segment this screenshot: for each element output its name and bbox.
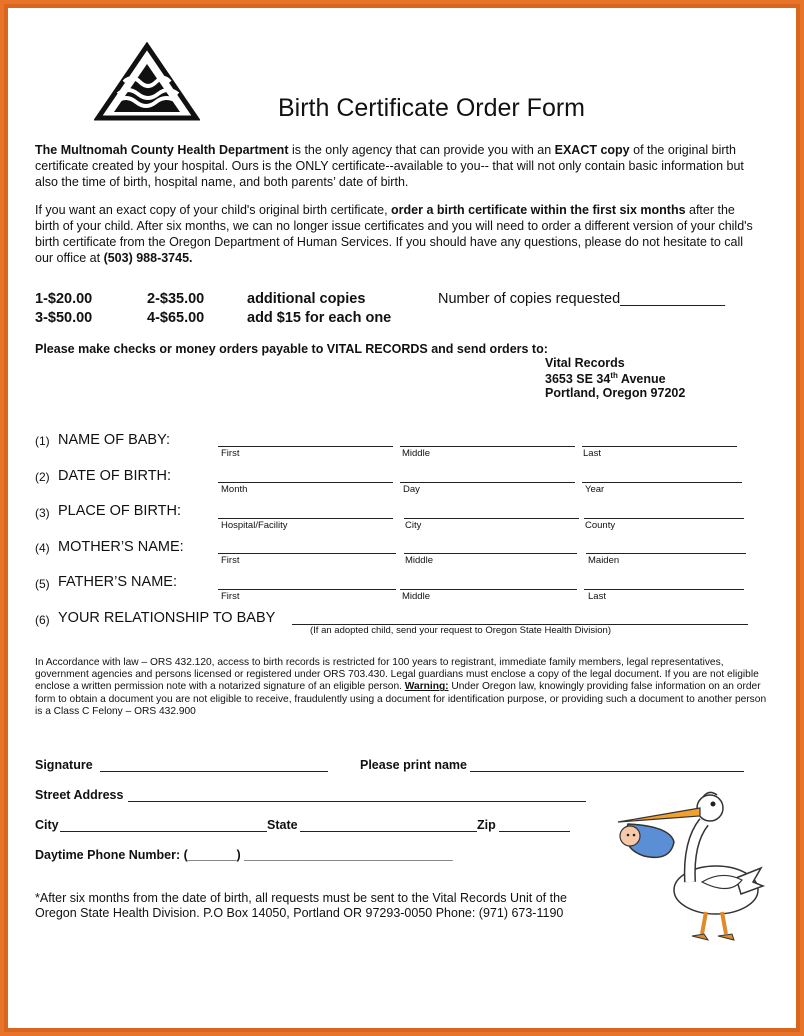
sub-label: City: [405, 520, 422, 531]
state-label: State: [267, 818, 298, 832]
stork-illustration: [606, 778, 766, 948]
date-of-birth-label: DATE OF BIRTH:: [58, 468, 172, 484]
mothers-name-label: MOTHER’S NAME:: [58, 539, 184, 555]
baby-first-name-field[interactable]: [218, 446, 393, 447]
price-4: 4-$65.00: [147, 310, 205, 326]
copies-requested[interactable]: [438, 291, 725, 307]
warning-label: Warning:: [404, 681, 449, 693]
sub-label: First: [221, 448, 240, 459]
copies-label: Number of copies requested: [438, 291, 621, 307]
sub-label: Hospital/Facility: [221, 520, 288, 531]
zip-label: Zip: [477, 818, 496, 832]
ordinal-suffix: th: [610, 371, 618, 380]
six-months-text: order a birth certificate within the first six months: [391, 203, 686, 217]
sub-label: First: [221, 555, 240, 566]
intro-paragraph: [35, 142, 755, 190]
street-address-field[interactable]: [128, 801, 586, 802]
sub-label: Last: [588, 591, 606, 602]
intro-text-2: of the original birth certificate created by your hospital. Ours is the ONLY certificate--available to you-- that will not only contain basic information but also the time of birth, hospital name, and both parents’ date of birth.: [35, 143, 744, 189]
place-of-birth-label: PLACE OF BIRTH:: [58, 503, 182, 519]
signature-field[interactable]: [100, 771, 328, 772]
price-3: 3-$50.00: [35, 310, 93, 326]
legal-notice: [35, 657, 770, 718]
copies-blank[interactable]: _____________: [620, 291, 725, 307]
birth-day-field[interactable]: [400, 482, 575, 483]
mother-middle-name-field[interactable]: [404, 553, 577, 554]
footer-line-1: *After six months from the date of birth, all requests must be sent to the Vital Records Unit of the: [35, 891, 567, 905]
office-phone: (503) 988-3745.: [103, 251, 193, 265]
fathers-name-label: FATHER’S NAME:: [58, 574, 177, 590]
father-last-name-field[interactable]: [584, 589, 744, 590]
payable-instruction: Please make checks or money orders payable to VITAL RECORDS and send orders to:: [35, 342, 548, 356]
info-paragraph: [35, 202, 755, 266]
birth-year-field[interactable]: [582, 482, 742, 483]
city-label: City: [35, 818, 59, 832]
baby-last-name-field[interactable]: [582, 446, 737, 447]
print-name-field[interactable]: [470, 771, 744, 772]
additional-copies: additional copies: [247, 291, 366, 307]
name-of-baby-label: NAME OF BABY:: [58, 432, 170, 448]
mother-maiden-name-field[interactable]: [586, 553, 746, 554]
birth-month-field[interactable]: [218, 482, 393, 483]
exact-copy-text: EXACT copy: [554, 143, 630, 157]
address-line3: Portland, Oregon 97202: [545, 386, 686, 400]
daytime-phone-label[interactable]: Daytime Phone Number: (_______) ______________________________: [35, 848, 453, 862]
info-text-2: after the birth of your child. After six months, we can no longer issue certificates and you will need to order a different version of your child's birth certificate from the Oregon Department of Human Services. If you should have any questions, please do not hesitate to call our office at: [35, 203, 753, 265]
field-5-number: (5): [35, 577, 50, 591]
sub-label: Middle: [402, 591, 430, 602]
city-field[interactable]: [60, 831, 267, 832]
mother-first-name-field[interactable]: [218, 553, 396, 554]
father-first-name-field[interactable]: [218, 589, 396, 590]
father-middle-name-field[interactable]: [400, 589, 577, 590]
street-number: 3653 SE 34: [545, 372, 611, 387]
hospital-field[interactable]: [218, 518, 393, 519]
field-3-number: (3): [35, 506, 50, 520]
sub-label: Last: [583, 448, 601, 459]
agency-name: The Multnomah County Health Department: [35, 143, 289, 157]
print-name-label: Please print name: [360, 758, 467, 772]
sub-label: Day: [403, 484, 420, 495]
sub-label: County: [585, 520, 616, 531]
field-2-number: (2): [35, 470, 50, 484]
price-2: 2-$35.00: [147, 291, 205, 307]
sub-label: Middle: [405, 555, 433, 566]
street-address-label: Street Address: [35, 788, 124, 802]
county-of-birth-field[interactable]: [584, 518, 744, 519]
page-title: Birth Certificate Order Form: [278, 94, 586, 122]
zip-field[interactable]: [499, 831, 570, 832]
county-logo: [94, 42, 200, 122]
relationship-label: YOUR RELATIONSHIP TO BABY: [58, 610, 276, 626]
signature-label: Signature: [35, 758, 93, 772]
baby-middle-name-field[interactable]: [400, 446, 575, 447]
sub-label: Maiden: [588, 555, 620, 566]
legal-text: In Accordance with law – ORS 432.120, access to birth records is restricted for 100 years to registrant, immediate family members, legal representatives, government agencies and persons licensed or registered under ORS 703.430. Legal guardians must enclose a copy of the legal document. If you are not eligible enclose a written permission note with a notarized signature of an eligible person.: [35, 657, 759, 693]
footer-line-2: Oregon State Health Division. P.O Box 14050, Portland OR 97293-0050 Phone: (971) 673-1190: [35, 906, 564, 920]
field-6-number: (6): [35, 613, 50, 627]
sub-label: First: [221, 591, 240, 602]
intro-text: is the only agency that can provide you with an: [288, 143, 555, 157]
street-suffix: Avenue: [617, 372, 666, 387]
sub-label: Year: [585, 484, 605, 495]
legal-text-2: Under Oregon law, knowingly providing false information on an order form to obtain a document you are not eligible to receive, fraudulently using a document for identification purpose, or providing such a document to another person is a Class C Felony – ORS 432.900: [35, 681, 767, 717]
address-line1: Vital Records: [545, 356, 625, 370]
sub-label: Middle: [402, 448, 430, 459]
adoption-note: (If an adopted child, send your request to Oregon State Health Division): [310, 625, 612, 636]
price-1: 1-$20.00: [35, 291, 93, 307]
document-page: [8, 8, 796, 1028]
sub-label: Month: [221, 484, 248, 495]
add-fee: add $15 for each one: [247, 310, 392, 326]
field-1-number: (1): [35, 434, 50, 448]
info-text: If you want an exact copy of your child's original birth certificate,: [35, 203, 392, 217]
city-of-birth-field[interactable]: [404, 518, 579, 519]
state-field[interactable]: [300, 831, 477, 832]
address-line2: [545, 371, 666, 386]
field-4-number: (4): [35, 541, 50, 555]
